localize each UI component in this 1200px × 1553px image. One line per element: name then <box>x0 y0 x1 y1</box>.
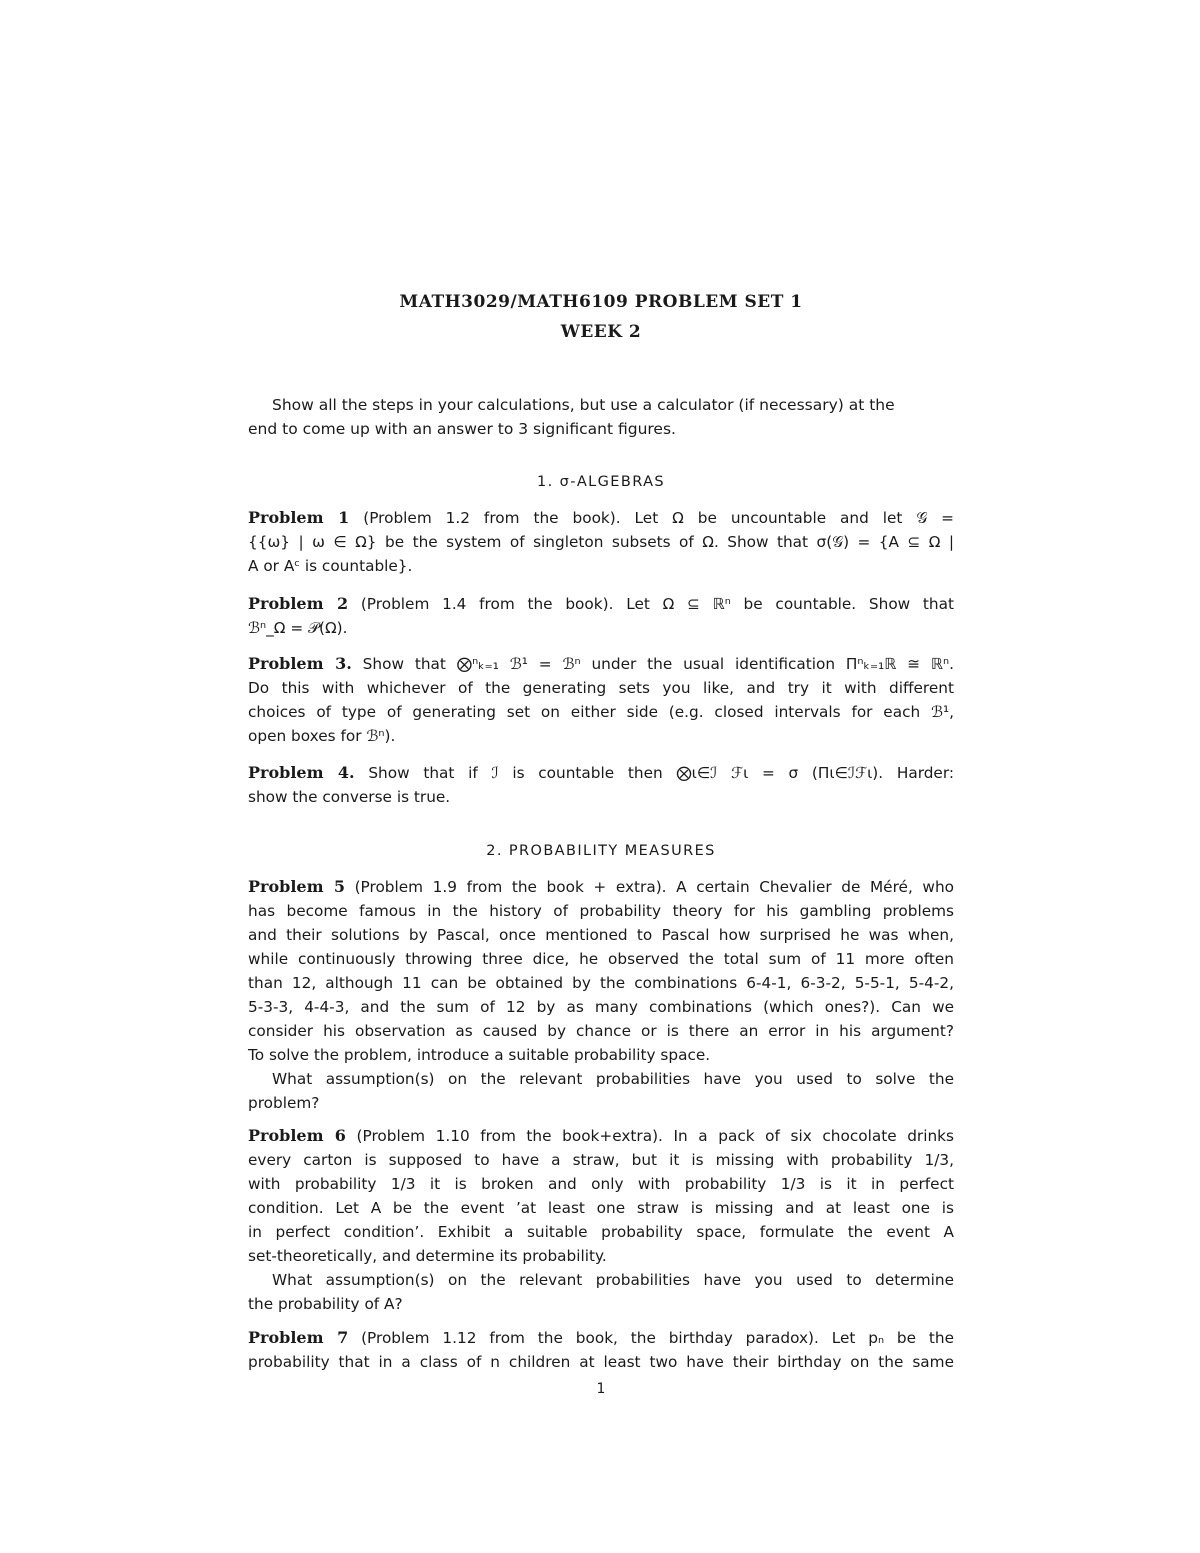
problem-text: probability that in a class of n children at least two have their birthday on the same <box>248 1353 954 1371</box>
section-heading-probability-measures: 2. PROBABILITY MEASURES <box>486 843 716 859</box>
problem-text: consider his observation as caused by chance or is there an error in his argument? <box>248 1022 954 1040</box>
problem-text: {{ω} | ω ∈ Ω} be the system of singleton subsets of Ω. Show that σ(𝒢) = {A ⊆ Ω | <box>248 533 954 551</box>
problem-text: show the converse is true. <box>248 788 451 806</box>
document-page <box>248 0 954 1553</box>
problem-text: with probability 1/3 it is broken and only with probability 1/3 is it in perfect <box>248 1175 954 1193</box>
problem-2 <box>248 592 954 640</box>
problem-text: condition. Let A be the event ’at least one straw is missing and at least one is <box>248 1199 954 1217</box>
page-number: 1 <box>596 1381 606 1397</box>
problem-text: the probability of A? <box>248 1295 403 1313</box>
instructions <box>248 393 954 441</box>
problem-7 <box>248 1326 954 1374</box>
document-subtitle: WEEK 2 <box>560 322 642 342</box>
problem-text: and their solutions by Pascal, once mentioned to Pascal how surprised he was when, <box>248 926 954 944</box>
problem-text: open boxes for ℬⁿ). <box>248 727 396 745</box>
problem-text: every carton is supposed to have a straw, but it is missing with probability 1/3, <box>248 1151 954 1169</box>
problem-text: (Problem 1.10 from the book+extra). In a pack of six chocolate drinks <box>345 1127 954 1145</box>
problem-text: has become famous in the history of probability theory for his gambling problems <box>248 902 954 920</box>
problem-text: choices of type of generating set on either side (e.g. closed intervals for each ℬ¹, <box>248 703 954 721</box>
instructions-line-1: Show all the steps in your calculations, but use a calculator (if necessary) at the <box>272 396 895 414</box>
problem-label: Problem 7 <box>248 1328 349 1347</box>
problem-label: Problem 2 <box>248 594 349 613</box>
problem-text: Do this with whichever of the generating sets you like, and try it with different <box>248 679 954 697</box>
problem-label: Problem 3. <box>248 654 352 673</box>
problem-label: Problem 4. <box>248 763 355 782</box>
problem-6 <box>248 1124 954 1316</box>
problem-text: Show that ⨂ⁿₖ₌₁ ℬ¹ = ℬⁿ under the usual identification Πⁿₖ₌₁ℝ ≅ ℝⁿ. <box>351 655 954 673</box>
section-heading-sigma-algebras: 1. σ-ALGEBRAS <box>536 474 666 490</box>
problem-text: 5-3-3, 4-4-3, and the sum of 12 by as many combinations (which ones?). Can we <box>248 998 954 1016</box>
problem-3 <box>248 652 954 748</box>
problem-text: while continuously throwing three dice, he observed the total sum of 11 more often <box>248 950 954 968</box>
problem-label: Problem 5 <box>248 877 345 896</box>
problem-4 <box>248 761 954 809</box>
problem-label: Problem 1 <box>248 508 350 527</box>
problem-text: than 12, although 11 can be obtained by the combinations 6-4-1, 6-3-2, 5-5-1, 5-4-2, <box>248 974 954 992</box>
problem-1 <box>248 506 954 578</box>
problem-text: in perfect condition’. Exhibit a suitable probability space, formulate the event A <box>248 1223 954 1241</box>
document-title: MATH3029/MATH6109 PROBLEM SET 1 <box>399 292 803 312</box>
problem-text: What assumption(s) on the relevant probabilities have you used to determine <box>272 1271 954 1289</box>
problem-text: (Problem 1.2 from the book). Let Ω be uncountable and let 𝒢 = <box>349 509 955 527</box>
problem-5 <box>248 875 954 1115</box>
instructions-line-2: end to come up with an answer to 3 significant figures. <box>248 420 676 438</box>
problem-text: set-theoretically, and determine its probability. <box>248 1247 607 1265</box>
problem-text: (Problem 1.4 from the book). Let Ω ⊆ ℝⁿ be countable. Show that <box>348 595 954 613</box>
problem-text: To solve the problem, introduce a suitable probability space. <box>248 1046 711 1064</box>
problem-label: Problem 6 <box>248 1126 346 1145</box>
problem-text: (Problem 1.12 from the book, the birthday paradox). Let pₙ be the <box>348 1329 955 1347</box>
problem-text: Show that if ℐ is countable then ⨂ι∈ℐ ℱι = σ (Πι∈ℐℱι). Harder: <box>354 764 955 782</box>
problem-text: ℬⁿ_Ω = 𝒫(Ω). <box>248 619 348 637</box>
problem-text: (Problem 1.9 from the book + extra). A certain Chevalier de Méré, who <box>344 878 954 896</box>
problem-text: A or Aᶜ is countable}. <box>248 557 413 575</box>
problem-text: problem? <box>248 1094 320 1112</box>
problem-text: What assumption(s) on the relevant probabilities have you used to solve the <box>272 1070 954 1088</box>
